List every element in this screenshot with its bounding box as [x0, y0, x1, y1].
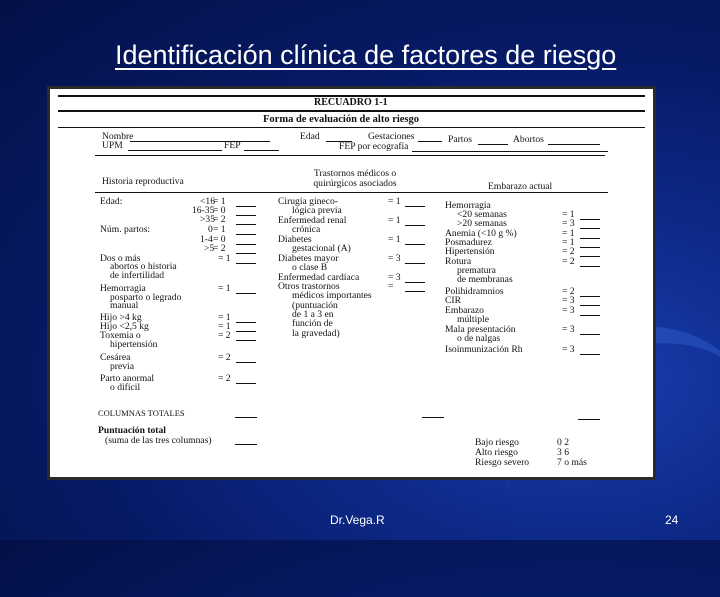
header-field-label: FEP por ecografía [339, 141, 409, 152]
col2-item-label: de 1 a 3 en [292, 309, 334, 320]
col3-score-line [580, 247, 600, 248]
risk-level-value: 7 o más [557, 457, 587, 468]
col1-item-label: Toxemia o [100, 330, 141, 341]
col3-score-line [580, 266, 600, 267]
col1-item-label: Cesárea [100, 352, 131, 363]
col3-item-score: = 3 [562, 344, 575, 355]
col3-score-line [580, 315, 600, 316]
col1-item-score: = 1 [218, 283, 231, 294]
col2-item-label: la gravedad) [292, 328, 340, 339]
col1-score-line [236, 383, 256, 384]
col3-score-line [580, 228, 600, 229]
header-field-label: FEP [224, 140, 241, 151]
col3-item-label: múltiple [457, 314, 489, 325]
col1-item-score: = 2 [218, 330, 231, 341]
header-field-line [548, 144, 600, 145]
col2-item-score: = 3 [388, 253, 401, 264]
col2-item-label: Otros trastornos [278, 281, 340, 292]
columns-header-rule [95, 192, 608, 193]
col1-item-sub: >5 [204, 243, 215, 254]
col1-item-score: = 0 [213, 234, 226, 245]
col1-score-line [236, 224, 256, 225]
col3-item-label: Hemorragia [445, 200, 491, 211]
score-label: Puntuación total [98, 425, 166, 436]
col1-item-label: Hijo >4 kg [100, 312, 142, 323]
header-field-label: Gestaciones [368, 131, 415, 142]
col3-item-score: = 1 [562, 209, 575, 220]
col1-item-score: = 1 [213, 224, 226, 235]
col3-title: Embarazo actual [488, 181, 553, 192]
col3-score-line [580, 256, 600, 257]
col2-item-label: (puntuación [292, 300, 338, 311]
header-field-line [130, 141, 270, 142]
col2-item-score: = 1 [388, 196, 401, 207]
header-field-line [128, 150, 222, 151]
col2-item-label: Diabetes [278, 234, 312, 245]
col1-item-label: previa [110, 361, 134, 372]
header-field-line [478, 144, 508, 145]
col2-item-label: Cirugía gineco- [278, 196, 338, 207]
col1-score-line [236, 322, 256, 323]
col2-score-line [405, 263, 425, 264]
col1-item-score: = 2 [218, 352, 231, 363]
col2-item-score: = [388, 281, 394, 292]
col1-score-line [236, 263, 256, 264]
scanned-risk-form [47, 86, 656, 480]
col1-score-line [236, 331, 256, 332]
header-blank-line [95, 155, 605, 156]
col1-item-label: Hijo <2,5 kg [100, 321, 149, 332]
subtitle-rule [58, 127, 645, 128]
col3-item-label: de membranas [457, 274, 513, 285]
col1-item-score: = 1 [213, 196, 226, 207]
col2-title: Trastornos médicos o quirúrgicos asociados [313, 168, 397, 189]
col3-score-line [580, 334, 600, 335]
col2-item-label: Enfermedad renal [278, 215, 347, 226]
header-field-label: Abortos [513, 134, 544, 145]
col3-item-score: = 2 [562, 256, 575, 267]
col1-item-label: o difícil [110, 382, 141, 393]
col1-item-label: Hemorragia [100, 283, 146, 294]
header-field-line [244, 150, 279, 151]
col3-score-line [580, 354, 600, 355]
col3-item-score: = 3 [562, 305, 575, 316]
col1-item-label: Núm. partos: [100, 224, 151, 235]
col3-item-label: prematura [457, 265, 496, 276]
col1-item-score: = 1 [218, 253, 231, 264]
col3-item-label: Mala presentación [445, 324, 516, 335]
col2-item-score: = 3 [388, 272, 401, 283]
header-field-line [418, 141, 442, 142]
totals-line-2 [422, 417, 444, 418]
col3-item-score: = 3 [562, 324, 575, 335]
col1-item-sub: 1-4 [200, 234, 213, 245]
col1-item-label: Dos o más [100, 253, 141, 264]
form-subtitle: Forma de evaluación de alto riesgo [263, 114, 420, 125]
box-title: RECUADRO 1-1 [314, 97, 388, 108]
col3-item-score: = 2 [562, 246, 575, 257]
col1-item-score: = 1 [218, 312, 231, 323]
col1-item-sub: 16-35 [192, 205, 215, 216]
col1-score-line [236, 253, 256, 254]
totals-line-1 [235, 417, 257, 418]
col2-item-label: Diabetes mayor [278, 253, 339, 264]
col1-score-line [236, 362, 256, 363]
col3-item-label: Embarazo [445, 305, 484, 316]
col3-item-label: <20 semanas [457, 209, 507, 220]
col3-item-label: o de nalgas [457, 333, 501, 344]
col3-item-score: = 1 [562, 228, 575, 239]
col1-score-line [236, 244, 256, 245]
col2-item-label: médicos importantes [292, 290, 372, 301]
col3-score-line [580, 305, 600, 306]
col1-item-score: = 0 [213, 205, 226, 216]
risk-level-value: 0 2 [557, 437, 569, 448]
col2-item-label: o clase B [292, 262, 328, 273]
col2-item-label: crónica [292, 224, 321, 235]
col2-item-label: Enfermedad cardíaca [278, 272, 360, 283]
page-number: 24 [665, 513, 679, 527]
col1-item-label: Parto anormal [100, 373, 155, 384]
col1-item-label: manual [110, 300, 139, 311]
col2-item-label: gestacional (A) [292, 243, 351, 254]
col3-item-label: Polihidramnios [445, 286, 504, 297]
col1-item-sub: >35 [200, 214, 216, 225]
col3-item-label: Isoinmunización Rh [445, 344, 523, 355]
col1-item-sub: 0 [208, 224, 213, 235]
col2-score-line [405, 244, 425, 245]
col3-item-score: = 3 [562, 295, 575, 306]
col1-score-line [236, 340, 256, 341]
risk-level-label: Bajo riesgo [475, 437, 519, 448]
col3-item-label: >20 semanas [457, 218, 507, 229]
col2-item-score: = 1 [388, 234, 401, 245]
col3-score-line [580, 296, 600, 297]
totals-label: COLUMNAS TOTALES [98, 408, 185, 418]
col1-score-line [236, 293, 256, 294]
col1-item-label: de infertilidad [110, 270, 165, 281]
col3-item-label: Posmadurez [445, 237, 492, 248]
col3-item-score: = 2 [562, 286, 575, 297]
col1-item-label: Edad: [100, 196, 123, 207]
risk-level-value: 3 6 [557, 447, 569, 458]
col3-score-line [580, 219, 600, 220]
header-field-label: Nombre [102, 131, 134, 142]
col2-item-score: = 1 [388, 215, 401, 226]
col2-item-label: lógica previa [292, 205, 342, 216]
col1-title: Historia reproductiva [102, 176, 184, 187]
header-field-label: Edad [300, 131, 320, 142]
header-field-label: UPM [102, 140, 123, 151]
col3-item-label: Hipertensión [445, 246, 495, 257]
col1-item-label: posparto o legrado [110, 292, 182, 303]
col1-score-line [236, 234, 256, 235]
col1-item-score: = 1 [218, 321, 231, 332]
header-field-line [412, 151, 608, 152]
col2-score-line [405, 225, 425, 226]
col1-item-sub: <16 [200, 196, 216, 207]
risk-level-label: Riesgo severo [475, 457, 530, 468]
score-sub: (suma de las tres columnas) [105, 435, 212, 446]
col1-item-label: abortos o historia [110, 261, 177, 272]
score-line [235, 444, 257, 445]
col3-item-score: = 3 [562, 218, 575, 229]
col2-score-line [405, 291, 425, 292]
col2-score-line [405, 206, 425, 207]
col1-item-score: = 2 [213, 243, 226, 254]
footer-author: Dr.Vega.R [330, 513, 385, 527]
title-rule [58, 110, 645, 112]
col1-score-line [236, 206, 256, 207]
col1-item-label: hipertensión [110, 339, 158, 350]
top-rule [58, 95, 645, 97]
col2-score-line [405, 282, 425, 283]
col3-item-score: = 1 [562, 237, 575, 248]
col1-item-score: = 2 [218, 373, 231, 384]
col1-item-score: = 2 [213, 214, 226, 225]
col3-item-label: Anemia (<10 g %) [445, 228, 517, 239]
col1-score-line [236, 215, 256, 216]
col3-score-line [580, 238, 600, 239]
col3-item-label: CIR [445, 295, 461, 306]
header-field-label: Partos [448, 134, 472, 145]
totals-line-3 [578, 419, 600, 420]
col3-item-label: Rotura [445, 256, 472, 267]
risk-level-label: Alto riesgo [475, 447, 518, 458]
slide-title: Identificación clínica de factores de riesgo [115, 40, 617, 70]
col2-item-label: función de [292, 318, 333, 329]
